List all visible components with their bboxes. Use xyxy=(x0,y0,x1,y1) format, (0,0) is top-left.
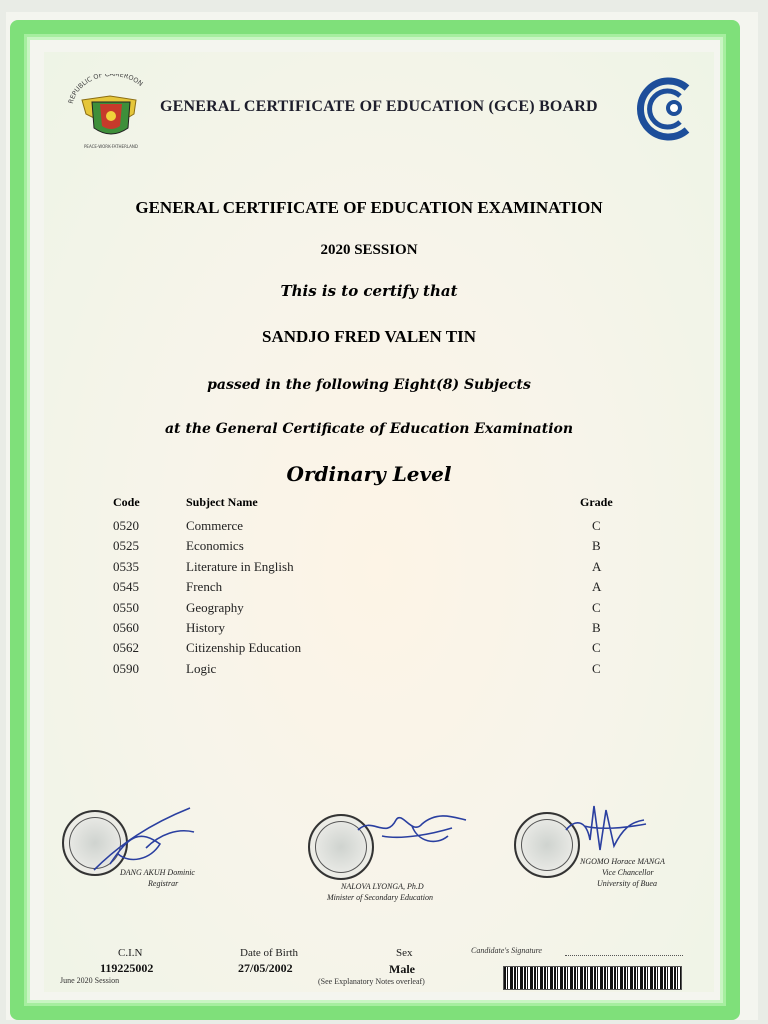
crest-text-bottom: PEACE-WORK-FATHERLAND xyxy=(84,144,138,149)
explanatory-notes: (See Explanatory Notes overleaf) xyxy=(318,977,425,986)
certificate-title: GENERAL CERTIFICATE OF EDUCATION EXAMINATION xyxy=(135,198,603,217)
subject-code: 0525 xyxy=(113,538,139,554)
subject-grade: B xyxy=(592,538,601,554)
registrar-name: DANG AKUH Dominic xyxy=(120,868,195,877)
table-row xyxy=(113,661,613,681)
vice-chancellor-name: NGOMO Horace MANGA xyxy=(580,857,665,866)
table-row xyxy=(113,518,613,538)
subject-name: Citizenship Education xyxy=(186,640,302,656)
crest-text-top: REPUBLIC OF CAMEROON xyxy=(66,74,145,105)
column-header-code: Code xyxy=(113,495,140,509)
subject-code: 0560 xyxy=(113,619,139,635)
vice-chancellor-signature-icon xyxy=(560,800,650,864)
cin-value: 119225002 xyxy=(100,961,154,975)
sex-value: Male xyxy=(389,962,415,976)
minister-title: Minister of Secondary Education xyxy=(327,893,433,902)
table-row xyxy=(113,538,613,558)
subject-name: History xyxy=(186,619,225,635)
subject-name: Logic xyxy=(186,660,217,676)
subject-name: French xyxy=(186,579,223,595)
subject-grade: C xyxy=(592,640,601,656)
subject-code: 0520 xyxy=(113,518,139,533)
passed-line: passed in the following Eight(8) Subjects xyxy=(207,377,531,393)
vice-chancellor-title: Vice Chancellor xyxy=(602,868,654,877)
certify-line: This is to certify that xyxy=(280,282,458,300)
minister-signature-icon xyxy=(352,806,472,854)
minister-name: NALOVA LYONGA, Ph.D xyxy=(341,882,424,891)
session-label: 2020 SESSION xyxy=(320,242,418,258)
barcode-icon xyxy=(503,966,682,990)
table-row xyxy=(113,620,613,640)
subject-name: Commerce xyxy=(186,518,244,533)
exam-line: at the General Certificate of Education Examination xyxy=(164,421,574,437)
dob-label: Date of Birth xyxy=(240,947,299,959)
subject-code: 0562 xyxy=(113,640,139,656)
subject-code: 0550 xyxy=(113,599,139,615)
cameroon-crest-icon xyxy=(64,74,158,154)
subjects-table xyxy=(113,518,613,681)
dob-value: 27/05/2002 xyxy=(238,961,293,975)
subject-grade: B xyxy=(592,619,601,635)
candidate-signature-line xyxy=(565,955,683,956)
subject-code: 0545 xyxy=(113,579,139,595)
subject-grade: C xyxy=(592,660,601,676)
column-header-subject: Subject Name xyxy=(186,495,258,509)
subject-grade: A xyxy=(592,558,602,574)
cin-label: C.I.N xyxy=(118,947,143,959)
subject-grade: C xyxy=(592,518,601,533)
subject-code: 0535 xyxy=(113,558,139,574)
subject-name: Geography xyxy=(186,599,244,615)
subject-grade: C xyxy=(592,599,601,615)
gce-board-logo-icon xyxy=(632,74,692,144)
subject-name: Economics xyxy=(186,538,244,554)
sex-label: Sex xyxy=(396,947,413,959)
candidate-signature-label: Candidate's Signature xyxy=(471,946,542,955)
level-label: Ordinary Level xyxy=(286,462,452,486)
table-row xyxy=(113,559,613,579)
board-name: GENERAL CERTIFICATE OF EDUCATION (GCE) BOARD xyxy=(160,98,598,115)
subject-name: Literature in English xyxy=(186,558,294,574)
subject-grade: A xyxy=(592,579,602,595)
table-row xyxy=(113,600,613,620)
vice-chancellor-institution: University of Buea xyxy=(597,879,657,888)
table-row xyxy=(113,640,613,660)
column-header-grade: Grade xyxy=(580,495,613,509)
session-note: June 2020 Session xyxy=(60,976,120,985)
subject-code: 0590 xyxy=(113,660,139,676)
table-row xyxy=(113,579,613,599)
registrar-title: Registrar xyxy=(148,879,179,888)
candidate-name: SANDJO FRED VALEN TIN xyxy=(262,327,476,346)
